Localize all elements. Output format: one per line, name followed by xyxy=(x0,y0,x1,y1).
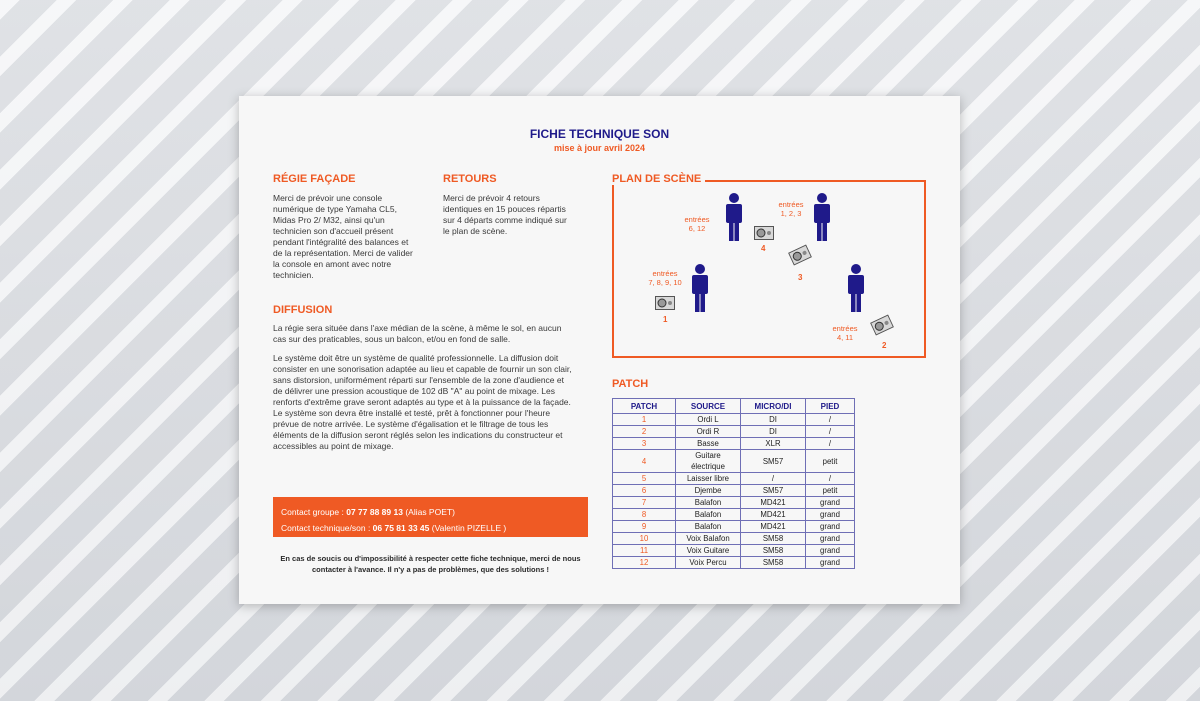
col-source: SOURCE xyxy=(676,399,741,414)
patch-micro: SM57 xyxy=(741,450,806,473)
patch-number: 11 xyxy=(613,545,676,557)
patch-source: Djembe xyxy=(676,485,741,497)
patch-micro: MD421 xyxy=(741,521,806,533)
entries-label-3: entrées 7, 8, 9, 10 xyxy=(648,269,682,287)
patch-number: 1 xyxy=(613,414,676,426)
patch-number: 2 xyxy=(613,426,676,438)
patch-number: 7 xyxy=(613,497,676,509)
patch-number: 10 xyxy=(613,533,676,545)
patch-pied: / xyxy=(806,438,855,450)
patch-source: Ordi R xyxy=(676,426,741,438)
entries-label-1: entrées 6, 12 xyxy=(684,215,710,233)
patch-micro: MD421 xyxy=(741,497,806,509)
stage-plan-heading: PLAN DE SCÈNE xyxy=(612,173,705,185)
patch-source: Voix Percu xyxy=(676,557,741,569)
footer-note: En cas de soucis ou d'impossibilité à respecter cette fiche technique, merci de nous contacter à l'avance. Il n'y a pas de problèmes, que des solutions ! xyxy=(280,554,581,574)
patch-source: Basse xyxy=(676,438,741,450)
monitor-number-3: 3 xyxy=(798,273,803,282)
patch-micro: XLR xyxy=(741,438,806,450)
patch-micro: SM58 xyxy=(741,533,806,545)
monitor-wedge-icon-4 xyxy=(754,226,774,240)
table-row xyxy=(613,545,855,557)
col-pied: PIED xyxy=(806,399,855,414)
patch-header-row xyxy=(613,399,855,414)
patch-pied: grand xyxy=(806,545,855,557)
retours-heading: RETOURS xyxy=(443,173,497,185)
patch-source: Voix Balafon xyxy=(676,533,741,545)
table-row xyxy=(613,450,855,473)
contact-groupe: Contact groupe : 07 77 88 89 13 (Alias POET) xyxy=(281,507,455,517)
monitor-wedge-icon-1 xyxy=(655,296,675,310)
patch-pied: / xyxy=(806,426,855,438)
page-subtitle: mise à jour avril 2024 xyxy=(553,143,646,153)
contact-tech-phone[interactable]: 06 75 81 33 45 xyxy=(372,523,430,533)
contact-technique: Contact technique/son : 06 75 81 33 45 (Valentin PIZELLE ) xyxy=(281,523,507,533)
patch-pied: grand xyxy=(806,557,855,569)
musician-icon-2 xyxy=(811,193,833,243)
patch-source: Laisser libre xyxy=(676,473,741,485)
patch-pied: grand xyxy=(806,521,855,533)
patch-number: 3 xyxy=(613,438,676,450)
patch-micro: SM57 xyxy=(741,485,806,497)
table-row xyxy=(613,473,855,485)
patch-number: 6 xyxy=(613,485,676,497)
diffusion-heading: DIFFUSION xyxy=(273,304,333,316)
musician-icon-1 xyxy=(723,193,745,243)
table-row xyxy=(613,414,855,426)
table-row xyxy=(613,557,855,569)
monitor-number-4: 4 xyxy=(761,244,766,253)
tech-sheet xyxy=(239,96,960,604)
patch-pied: petit xyxy=(806,450,855,473)
table-row xyxy=(613,521,855,533)
table-row xyxy=(613,533,855,545)
patch-number: 4 xyxy=(613,450,676,473)
monitor-number-1: 1 xyxy=(663,315,668,324)
entries-label-2: entrées 1, 2, 3 xyxy=(778,200,804,218)
entries-label-4: entrées 4, 11 xyxy=(832,324,858,342)
patch-micro: SM58 xyxy=(741,545,806,557)
musician-icon-4 xyxy=(845,264,867,314)
table-row xyxy=(613,509,855,521)
musician-icon-3 xyxy=(689,264,711,314)
patch-micro: DI xyxy=(741,426,806,438)
patch-table xyxy=(612,398,855,569)
patch-pied: grand xyxy=(806,497,855,509)
contact-groupe-phone[interactable]: 07 77 88 89 13 xyxy=(346,507,403,517)
patch-micro: / xyxy=(741,473,806,485)
table-row xyxy=(613,426,855,438)
patch-micro: SM58 xyxy=(741,557,806,569)
patch-pied: / xyxy=(806,414,855,426)
patch-source: Balafon xyxy=(676,521,741,533)
regie-text: Merci de prévoir une console numérique de type Yamaha CL5, Midas Pro 2/ M32, ainsi qu'un technicien son d'accueil présent pendant l'intégralité des balances et de la représentation. Merci de valider la console en amont avec notre technicien. xyxy=(273,193,413,280)
patch-number: 9 xyxy=(613,521,676,533)
diffusion-paragraph-2: Le système doit être un système de qualité professionnelle. La diffusion doit consister en une sonorisation adaptée au lieu et capable de fournir un son clair, sans distorsion, uniformément réparti sur l'ensemble de la zone d'audience et de délivrer une pression acoustique de 102 dB "A" au point de mixage. Les renforts d'extrême grave seront adaptés au type et à la puissance de la façade. Le système son devra être installé et testé, prêt à fonctionner pour l'heure prévue de notre arrivée. Le système d'égalisation et le filtrage de tous les éléments de la diffusion seront réglés selon les indications du constructeur et accessibles au point de mixage. xyxy=(273,353,572,451)
retours-text: Merci de prévoir 4 retours identiques en 15 pouces répartis sur 4 départs comme indiqué sur le plan de scène. xyxy=(443,193,567,236)
table-row xyxy=(613,497,855,509)
regie-heading: RÉGIE FAÇADE xyxy=(273,173,356,185)
page-title: FICHE TECHNIQUE SON xyxy=(529,127,670,141)
patch-pied: / xyxy=(806,473,855,485)
patch-number: 12 xyxy=(613,557,676,569)
patch-micro: MD421 xyxy=(741,509,806,521)
patch-pied: grand xyxy=(806,509,855,521)
contact-box xyxy=(273,497,588,537)
patch-source: Balafon xyxy=(676,509,741,521)
col-micro: MICRO/DI xyxy=(741,399,806,414)
patch-micro: DI xyxy=(741,414,806,426)
table-row xyxy=(613,438,855,450)
patch-number: 5 xyxy=(613,473,676,485)
patch-pied: grand xyxy=(806,533,855,545)
patch-source: Voix Guitare xyxy=(676,545,741,557)
monitor-number-2: 2 xyxy=(882,341,887,350)
col-patch: PATCH xyxy=(613,399,676,414)
patch-pied: petit xyxy=(806,485,855,497)
patch-number: 8 xyxy=(613,509,676,521)
patch-source: Ordi L xyxy=(676,414,741,426)
patch-source: Balafon xyxy=(676,497,741,509)
diffusion-paragraph-1: La régie sera située dans l'axe médian de la scène, à même le sol, en aucun cas sur des praticables, sous un balcon, et/ou en fond de salle. xyxy=(273,323,562,344)
patch-heading: PATCH xyxy=(612,378,649,390)
table-row xyxy=(613,485,855,497)
patch-source: Guitare électrique xyxy=(676,450,741,473)
